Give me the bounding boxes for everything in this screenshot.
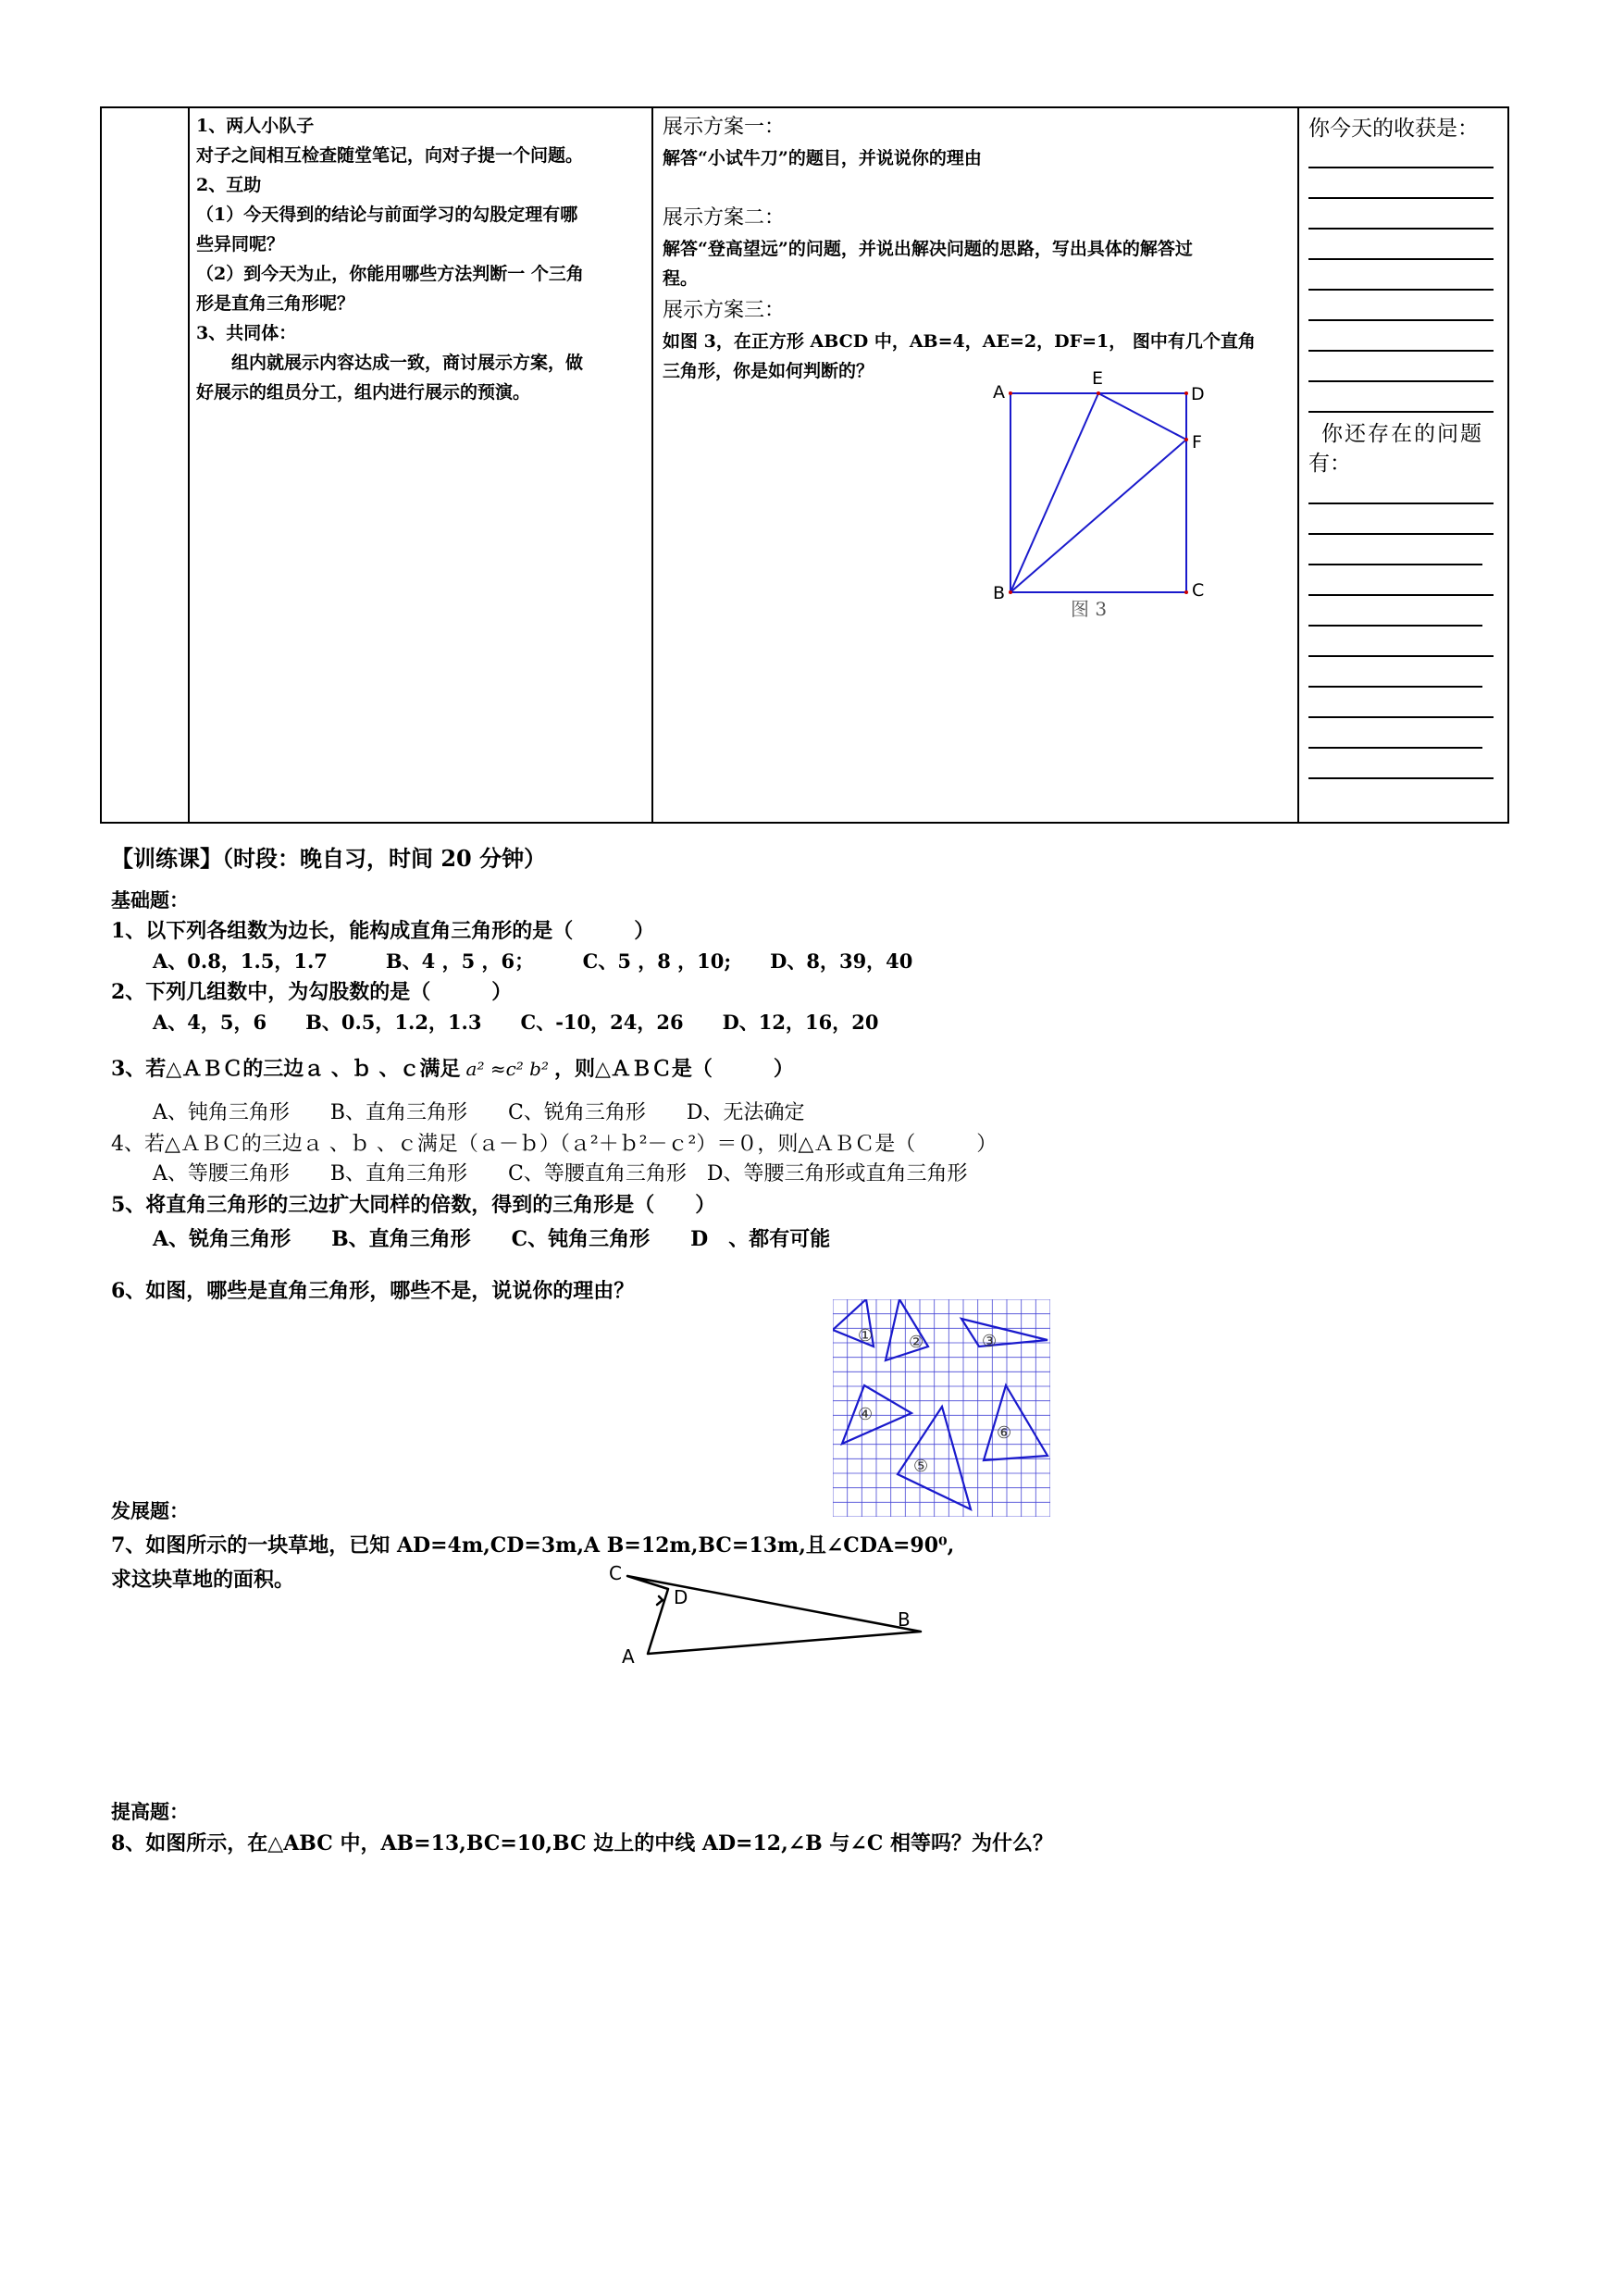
- plan1-text: 解答“小试牛刀”的题目，并说说你的理由: [663, 148, 982, 168]
- triangle-label-5: ⑤: [913, 1457, 929, 1476]
- triangle-grid-figure: [833, 1299, 1050, 1517]
- training-heading: 【训练课】（时段：晚自习，时间 20 分钟）: [111, 845, 547, 872]
- activity-line: 对子之间相互检查随堂笔记，向对子提一个问题。: [196, 145, 584, 166]
- basic-title: 基础题：: [111, 888, 189, 912]
- question-label: 你还存在的问题: [1321, 422, 1483, 446]
- point-label-b: B: [898, 1608, 911, 1631]
- point-label-d: D: [1191, 384, 1205, 404]
- question-7: 求这块草地的面积。: [111, 1568, 295, 1592]
- question-5-options: A、锐角三角形 B、直角三角形 C、钝角三角形 D 、都有可能: [153, 1227, 831, 1251]
- square-figure-3: [981, 370, 1221, 629]
- question-3-prefix: 3、若△ＡＢＣ的三边ａ 、ｂ 、ｃ满足: [111, 1057, 461, 1081]
- activity-line: 些异同呢？: [196, 234, 285, 254]
- plan2-text: 解答“登高望远”的问题，并说出解决问题的思路，写出具体的解答过: [663, 239, 1193, 259]
- question-2-options: A、4，5，6 B、0.5，1.2，1.3 C、-10，24，26 D、12，16，20: [153, 1011, 879, 1034]
- point-label-e: E: [1092, 370, 1104, 389]
- point-label-d: D: [674, 1586, 688, 1608]
- activity-line: （1）今天得到的结论与前面学习的勾股定理有哪: [196, 205, 578, 225]
- triangle-label-4: ④: [858, 1405, 874, 1424]
- question-3-formula: a² ≈c² b²: [465, 1058, 549, 1080]
- point-label-b: B: [993, 583, 1006, 603]
- activity-line: 3、共同体：: [196, 323, 297, 343]
- point-label-c: C: [609, 1562, 622, 1584]
- triangle-label-2: ②: [909, 1333, 924, 1352]
- activity-line: 1、两人小队子: [196, 116, 315, 136]
- activity-line: 组内就展示内容达成一致，商讨展示方案，做: [196, 353, 584, 373]
- point-label-f: F: [1192, 432, 1202, 453]
- figure-caption: 图 3: [1071, 598, 1108, 620]
- plan3-text: 三角形，你是如何判断的？: [663, 361, 874, 381]
- question-4: 4、若△ＡＢＣ的三边ａ 、ｂ 、ｃ满足（ａ－ｂ）（ａ²＋ｂ²－ｃ²）＝０，则△ＡＢＣ是（ ）: [111, 1133, 998, 1156]
- plan3-text: 如图 3，在正方形 ABCD 中，AB=4，AE=2，DF=1， 图中有几个直角: [663, 331, 1256, 352]
- plan2-text: 程。: [663, 268, 699, 289]
- question-3-options: A、钝角三角形 B、直角三角形 C、锐角三角形 D、无法确定: [153, 1101, 805, 1124]
- plan1-title: 展示方案一：: [663, 116, 786, 139]
- plan2-title: 展示方案二：: [663, 206, 786, 230]
- question-5: 5、将直角三角形的三边扩大同样的倍数，得到的三角形是（ ）: [111, 1193, 716, 1217]
- lawn-figure: [601, 1559, 935, 1670]
- triangle-label-6: ⑥: [997, 1423, 1012, 1443]
- advanced-title: 提高题：: [111, 1800, 189, 1823]
- activity-line: 形是直角三角形呢？: [196, 293, 355, 314]
- point-label-a: A: [993, 382, 1005, 403]
- question-4-options: A、等腰三角形 B、直角三角形 C、等腰直角三角形 D、等腰三角形或直角三角形: [153, 1162, 968, 1185]
- point-label-a: A: [622, 1645, 635, 1668]
- activity-line: 好展示的组员分工，组内进行展示的预演。: [196, 382, 531, 403]
- question-7: 7、如图所示的一块草地，已知 AD=4m,CD=3m,A B=12m,BC=13m,且∠CDA=90⁰,: [111, 1533, 955, 1558]
- question-3-suffix: ，则△ＡＢＣ是（ ）: [554, 1057, 794, 1081]
- activity-line: 2、互助: [196, 175, 262, 195]
- question-2: 2、下列几组数中，为勾股数的是（ ）: [111, 980, 513, 1004]
- gain-label: 你今天的收获是：: [1308, 117, 1479, 141]
- plan3-title: 展示方案三：: [663, 299, 786, 322]
- question-3: [111, 1053, 794, 1082]
- question-6: 6、如图，哪些是直角三角形，哪些不是，说说你的理由？: [111, 1279, 635, 1303]
- question-1: 1、以下列各组数为边长，能构成直角三角形的是（ ）: [111, 919, 655, 943]
- group-activity-text: [196, 111, 648, 407]
- point-label-c: C: [1192, 580, 1205, 601]
- question-label: 有：: [1308, 452, 1351, 476]
- question-1-options: A、0.8，1.5，1.7 B、4 ，5 ，6； C、5 ，8 ，10; D、8，39，40: [153, 949, 913, 973]
- triangle-label-3: ③: [982, 1332, 998, 1351]
- triangle-label-1: ①: [858, 1326, 874, 1346]
- question-8: 8、如图所示，在△ABC 中，AB=13,BC=10,BC 边上的中线 AD=12,∠B 与∠C 相等吗？为什么？: [111, 1831, 1054, 1855]
- activity-line: （2）到今天为止，你能用哪些方法判断一 个三角: [196, 264, 584, 284]
- development-title: 发展题：: [111, 1499, 189, 1522]
